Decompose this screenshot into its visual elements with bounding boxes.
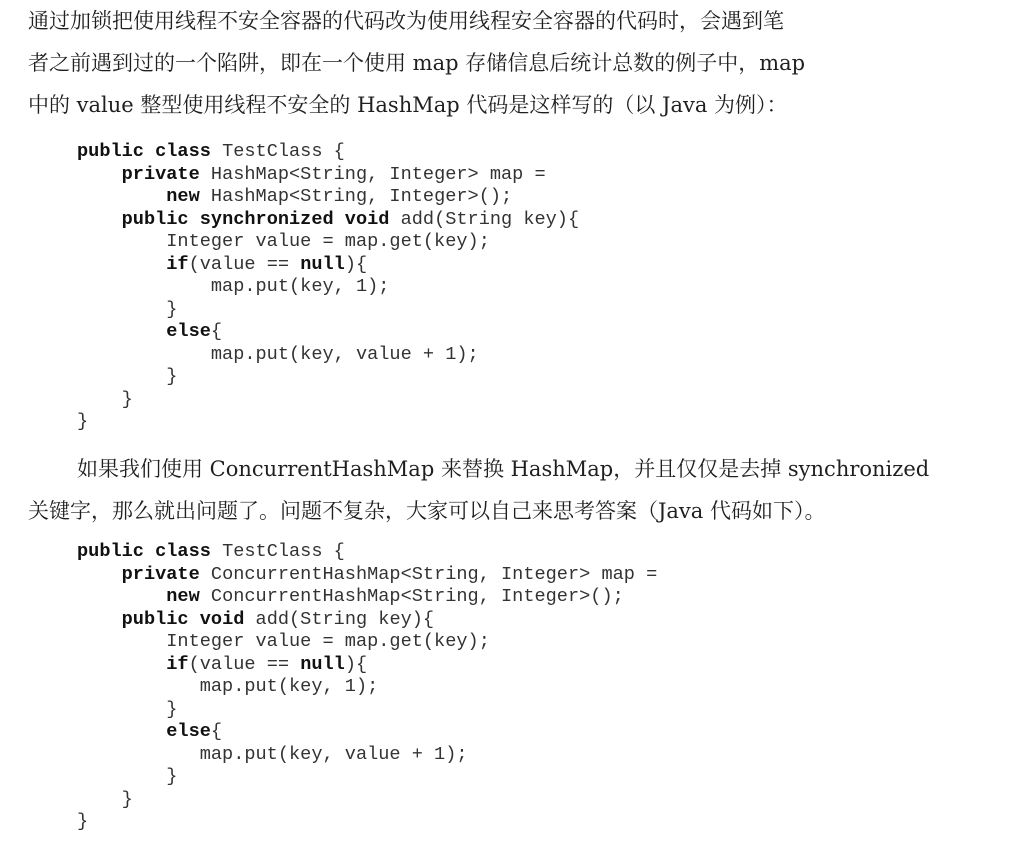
code-keyword: new	[166, 586, 200, 607]
code-text: }	[77, 366, 178, 387]
code-keyword: else	[166, 321, 211, 342]
code-keyword: private	[121, 163, 200, 185]
code-text: ConcurrentHashMap<String, Integer> map =	[199, 563, 658, 585]
code-line	[77, 789, 657, 812]
code-text: add(String key){	[244, 608, 435, 630]
code-text: }	[77, 411, 89, 432]
code-line	[77, 276, 579, 299]
paragraph-line: 关键字，那么就出问题了。问题不复杂，大家可以自己来思考答案（Java 代码如下）。	[28, 499, 826, 523]
code-text: HashMap<String, Integer>();	[199, 186, 513, 207]
paragraph-line: 通过加锁把使用线程不安全容器的代码改为使用线程安全容器的代码时，会遇到笔	[28, 9, 784, 33]
code-text: TestClass {	[210, 541, 345, 562]
code-text: }	[77, 388, 133, 410]
code-line	[77, 321, 579, 344]
code-line	[77, 411, 579, 434]
code-text: {	[210, 721, 223, 742]
code-text: }	[77, 766, 178, 787]
intro-paragraph	[28, 0, 988, 126]
code-line	[77, 389, 579, 412]
paragraph-line: 者之前遇到过的一个陷阱，即在一个使用 map 存储信息后统计总数的例子中，map	[28, 51, 806, 75]
code-text	[77, 586, 166, 607]
code-keyword: public synchronized void	[121, 208, 390, 230]
code-block-concurrent-hashmap	[77, 541, 657, 834]
code-text: TestClass {	[210, 141, 345, 162]
code-line	[77, 209, 579, 232]
code-line	[77, 231, 579, 254]
code-line	[77, 744, 657, 767]
code-text	[77, 209, 122, 230]
code-keyword: public class	[77, 541, 211, 562]
code-text: map.put(key, 1);	[77, 676, 379, 697]
code-line	[77, 654, 657, 677]
code-line	[77, 699, 657, 722]
code-keyword: public class	[77, 141, 211, 162]
code-text: ){	[344, 653, 368, 675]
code-block-hashmap	[77, 141, 579, 434]
code-line	[77, 541, 657, 564]
code-text: map.put(key, 1);	[77, 276, 390, 297]
code-text: (value ==	[188, 253, 301, 275]
code-text: }	[77, 698, 178, 720]
code-keyword: else	[166, 721, 211, 742]
code-text	[77, 321, 166, 342]
paragraph-line: 中的 value 整型使用线程不安全的 HashMap 代码是这样写的（以 Java 为例）：	[28, 93, 788, 117]
code-keyword: if	[166, 653, 189, 675]
code-text: HashMap<String, Integer> map =	[199, 163, 546, 185]
code-line	[77, 676, 657, 699]
code-line	[77, 344, 579, 367]
code-line	[77, 564, 657, 587]
code-text	[77, 564, 122, 585]
code-text	[77, 164, 122, 185]
code-line	[77, 186, 579, 209]
code-line	[77, 766, 657, 789]
code-text: }	[77, 811, 89, 832]
code-text	[77, 609, 122, 630]
code-keyword: null	[300, 253, 345, 275]
followup-paragraph	[28, 448, 988, 532]
code-keyword: public void	[121, 608, 245, 630]
code-keyword: new	[166, 186, 200, 207]
code-keyword: private	[121, 563, 200, 585]
code-line	[77, 631, 657, 654]
code-text	[77, 654, 166, 675]
code-keyword: if	[166, 253, 189, 275]
code-text: (value ==	[188, 653, 301, 675]
code-line	[77, 164, 579, 187]
code-text: add(String key){	[389, 208, 580, 230]
code-line	[77, 586, 657, 609]
code-text: Integer value = map.get(key);	[77, 631, 490, 652]
code-keyword: null	[300, 653, 345, 675]
code-line	[77, 721, 657, 744]
code-text	[77, 186, 166, 207]
code-text: }	[77, 298, 178, 320]
code-line	[77, 366, 579, 389]
code-text: ){	[344, 253, 368, 275]
code-text: }	[77, 788, 133, 810]
code-text: {	[210, 321, 223, 342]
code-text	[77, 721, 166, 742]
code-text: map.put(key, value + 1);	[77, 343, 479, 365]
code-line	[77, 811, 657, 834]
code-text	[77, 254, 166, 275]
code-text: Integer value = map.get(key);	[77, 231, 490, 252]
code-text: map.put(key, value + 1);	[77, 743, 468, 765]
code-line	[77, 141, 579, 164]
code-line	[77, 609, 657, 632]
code-line	[77, 299, 579, 322]
code-text: ConcurrentHashMap<String, Integer>();	[199, 586, 624, 607]
code-line	[77, 254, 579, 277]
paragraph-line: 如果我们使用 ConcurrentHashMap 来替换 HashMap，并且仅仅是去掉 synchronized	[77, 457, 930, 481]
